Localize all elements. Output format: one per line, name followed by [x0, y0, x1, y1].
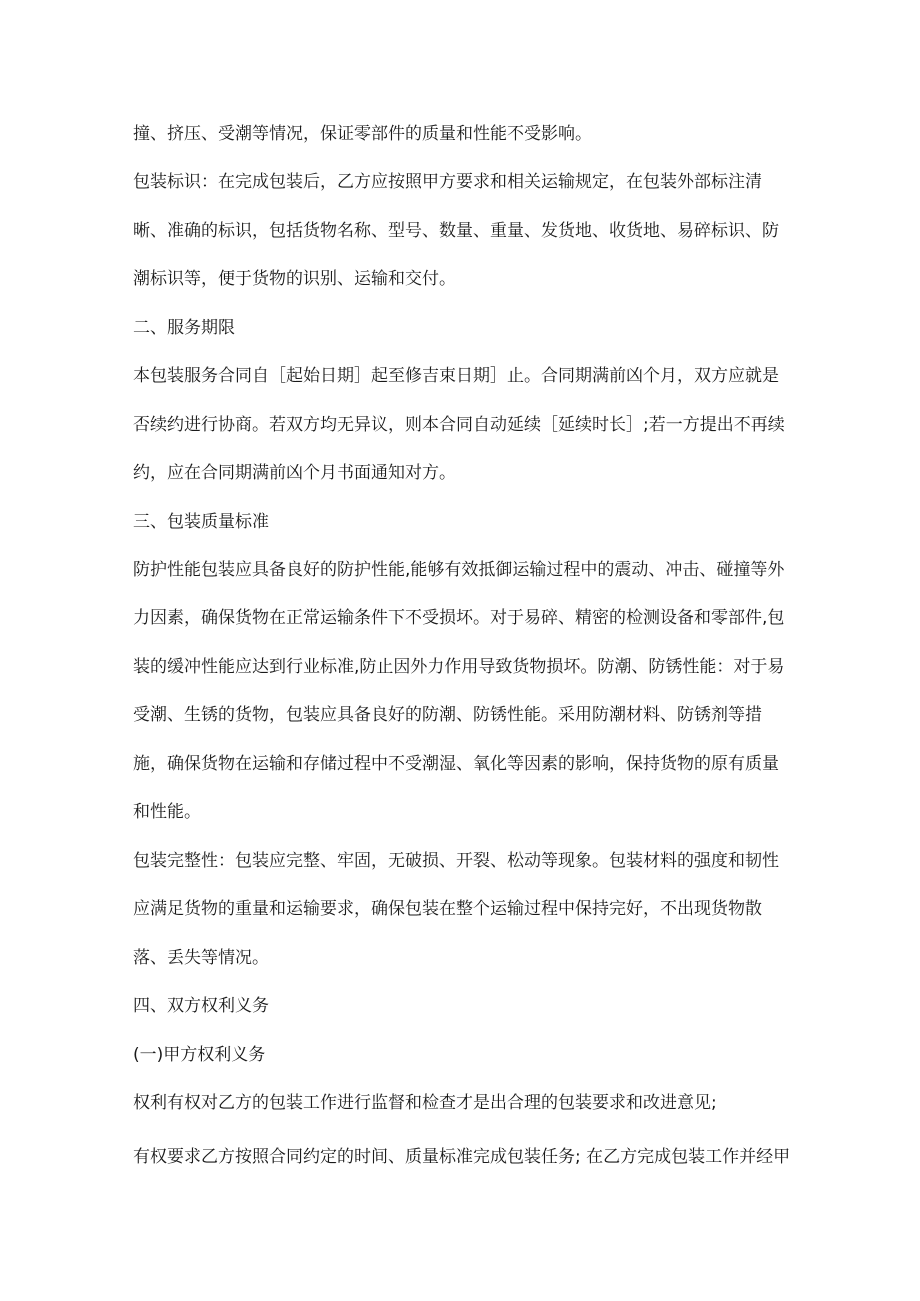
- text-line: 权利有权对乙方的包装工作进行监督和检查才是出合理的包装要求和改进意见;: [133, 1093, 717, 1113]
- text-line: 力因素，确保货物在正常运输条件下不受损坏。对于易碎、精密的检测设备和零部件,包: [133, 608, 785, 628]
- text-line: 落、丢失等情况。: [133, 948, 269, 968]
- text-line: 本包装服务合同自［起始日期］起至修吉束日期］止。合同期满前凶个月，双方应就是: [133, 366, 779, 386]
- text-line: 施，确保货物在运输和存储过程中不受潮湿、氧化等因素的影响，保持货物的原有质量: [133, 754, 779, 774]
- text-line: 包装标识：在完成包装后，乙方应按照甲方要求和相关运输规定，在包装外部标注清: [133, 172, 762, 192]
- text-line: 和性能。: [133, 802, 201, 822]
- text-line: 有权要求乙方按照合同约定的时间、质量标准完成包装任务; 在乙方完成包装工作并经甲: [133, 1147, 791, 1167]
- text-line: 装的缓冲性能应达到行业标准,防止因外力作用导致货物损坏。防潮、防锈性能：对于易: [133, 657, 785, 677]
- section-heading: 二、服务期限: [133, 318, 235, 338]
- text-line: 撞、挤压、受潮等情况，保证零部件的质量和性能不受影响。: [133, 124, 592, 144]
- subsection-heading: (一)甲方权利义务: [133, 1045, 266, 1065]
- section-heading: 三、包装质量标准: [133, 512, 269, 532]
- text-line: 潮标识等，便于货物的识别、运输和交付。: [133, 269, 456, 289]
- section-heading: 四、双方权利义务: [133, 996, 269, 1016]
- text-line: 包装完整性：包装应完整、牢固，无破损、开裂、松动等现象。包装材料的强度和韧性: [133, 851, 779, 871]
- text-line: 约，应在合同期满前凶个月书面通知对方。: [133, 463, 456, 483]
- text-line: 受潮、生锈的货物，包装应具备良好的防潮、防锈性能。采用防潮材料、防锈剂等措: [133, 705, 762, 725]
- text-line: 应满足货物的重量和运输要求，确保包装在整个运输过程中保持完好，不出现货物散: [133, 899, 762, 919]
- text-line: 晰、准确的标识，包括货物名称、型号、数量、重量、发货地、收货地、易碎标识、防: [133, 221, 779, 241]
- text-line: 否续约进行协商。若双方均无异议，则本合同自动延续［延续时长］;若一方提出不再续: [133, 415, 785, 435]
- text-line: 防护性能包装应具备良好的防护性能,能够有效抵御运输过程中的震动、冲击、碰撞等外: [133, 560, 785, 580]
